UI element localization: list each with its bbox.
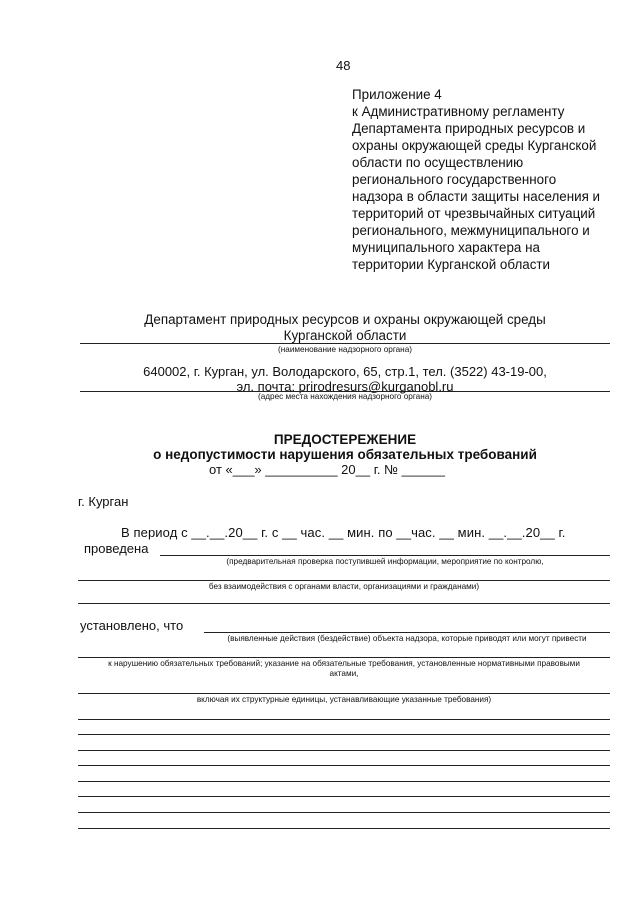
conducted-rule	[160, 555, 610, 556]
appendix-line: области по осуществлению	[352, 155, 524, 170]
blank-line	[78, 828, 610, 829]
appendix-line: регионального государственного	[352, 172, 557, 187]
findings-caption-1: (выявленные действия (бездействие) объекта надзора, которые приводят или могут привести	[227, 634, 587, 643]
findings-rule-3	[78, 693, 610, 694]
blank-line	[78, 750, 610, 751]
blank-line	[78, 734, 610, 735]
conducted-rule-3	[78, 603, 610, 604]
page-number: 48	[336, 58, 351, 73]
appendix-line: Департамента природных ресурсов и	[352, 121, 586, 136]
appendix-block	[352, 86, 622, 273]
conducted-label: проведена	[84, 541, 149, 556]
title-subheading: о недопустимости нарушения обязательных требований	[153, 447, 537, 462]
blank-line	[78, 781, 610, 782]
findings-rule	[204, 632, 610, 633]
authority-address-line1: 640002, г. Курган, ул. Володарского, 65, стр.1, тел. (3522) 43-19-00,	[143, 364, 547, 379]
appendix-line: охраны окружающей среды Курганской	[352, 138, 597, 153]
appendix-line: муниципального характера на	[352, 240, 540, 255]
findings-label: установлено, что	[80, 618, 184, 633]
city: г. Курган	[78, 494, 129, 509]
authority-name	[80, 312, 610, 344]
appendix-line: Приложение 4	[352, 87, 442, 102]
blank-line	[78, 719, 610, 720]
document-title	[80, 432, 610, 462]
authority-name-line1: Департамент природных ресурсов и охраны окружающей среды	[144, 312, 546, 327]
appendix-line: надзора в области защиты населения и	[352, 189, 601, 204]
authority-address-line2: эл. почта: prirodresurs@kurganobl.ru	[236, 379, 454, 394]
findings-caption-2a: к нарушению обязательных требований; указание на обязательные требования, установленные нормативными правовыми	[108, 659, 580, 668]
authority-address	[80, 364, 610, 394]
date-number-line: от «___» __________ 20__ г. № ______	[209, 462, 446, 477]
findings-rule-2	[78, 657, 610, 658]
blank-line	[78, 796, 610, 797]
conducted-caption-1: (предварительная проверка поступившей информации, мероприятие по контролю,	[226, 557, 544, 566]
appendix-line: регионального, межмуниципального и	[352, 223, 590, 238]
authority-address-caption: (адрес места нахождения надзорного органа)	[257, 392, 433, 401]
blank-line	[78, 812, 610, 813]
authority-name-line2: Курганской области	[283, 328, 407, 343]
conducted-caption-2: без взаимодействия с органами власти, организациями и гражданами)	[208, 582, 480, 591]
authority-name-caption: (наименование надзорного органа)	[278, 345, 412, 354]
conducted-rule-2	[78, 580, 610, 581]
appendix-line: территорий от чрезвычайных ситуаций	[352, 206, 596, 221]
appendix-line: территории Курганской области	[352, 257, 551, 272]
blank-line	[78, 765, 610, 766]
appendix-line: к Административному регламенту	[352, 104, 565, 119]
period-line: В период с __.__.20__ г. с __ час. __ мин. по __час. __ мин. __.__.20__ г.	[121, 525, 566, 540]
title-heading: ПРЕДОСТЕРЕЖЕНИЕ	[273, 432, 417, 447]
authority-name-rule	[80, 343, 610, 344]
findings-caption-2b: актами,	[329, 669, 359, 678]
findings-caption-3: включая их структурные единицы, устанавливающие указанные требования)	[196, 695, 492, 704]
